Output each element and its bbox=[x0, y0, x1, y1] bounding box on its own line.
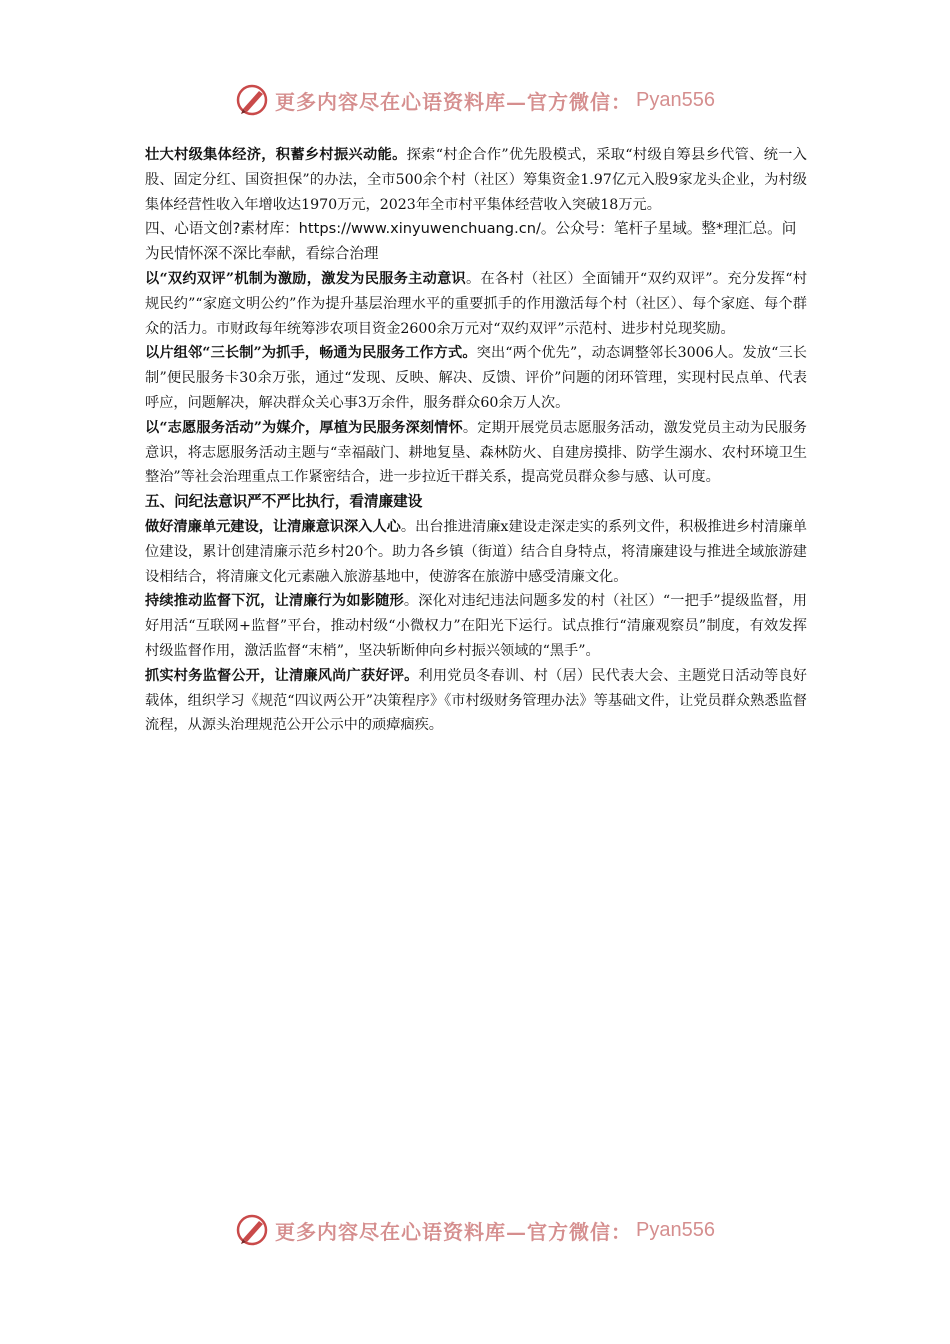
paragraph-body: 。深化对违纪违法问题多发的村（社区）“一把手”提级监督，用好用活“互联网+监督”平台，推动村级“小微权力”在阳光下运行。试点推行“清廉观察员”制度，有效发挥村级监督作用，激活监督“末梢”，坚决斩断伸向乡村振兴领域的“黑手”。 bbox=[145, 593, 807, 659]
paragraph-supervision bbox=[145, 589, 807, 663]
paragraph-lead: 以“双约双评”机制为激励，激发为民服务主动意识 bbox=[145, 270, 467, 287]
paragraph-body: 。出台推进清廉x建设走深走实的系列文件，积极推进乡村清廉单位建设，累计创建清廉示范乡村20个。助力各乡镇（街道）结合自身特点，将清廉建设与推进全域旅游建设相结合，将清廉文化元素融入旅游基地中，使游客在旅游中感受清廉文化。 bbox=[145, 518, 807, 585]
paragraph-lead: 做好清廉单元建设，让清廉意识深入人心 bbox=[145, 518, 401, 535]
pen-logo-icon bbox=[235, 83, 269, 117]
section-heading-5: 五、问纪法意识严不严比执行，看清廉建设 bbox=[145, 493, 423, 511]
paragraph-lead: 壮大村级集体经济，积蓄乡村振兴动能。 bbox=[145, 147, 407, 163]
paragraph-lead: 抓实村务监督公开，让清廉风尚广获好评。 bbox=[145, 667, 419, 684]
paragraph-volunteer bbox=[145, 416, 807, 490]
document-body bbox=[145, 143, 807, 738]
watermark-code: Pyan556 bbox=[636, 88, 715, 111]
paragraph-body: 利用党员冬春训、村（居）民代表大会、主题党日活动等良好载体，组织学习《规范“四议两公开”决策程序》《市村级财务管理办法》等基础文件，让党员群众熟悉监督流程，从源头治理规范公开公示中的顽瘴痼疾。 bbox=[145, 667, 807, 734]
paragraph-collective-economy bbox=[145, 143, 807, 217]
paragraph-body: 。在各村（社区）全面铺开“双约双评”。充分发挥“村规民约”“家庭文明公约”作为提升基层治理水平的重要抓手的作用激活每个村（社区）、每个家庭、每个群众的活力。市财政每年统筹涉农项目资金2600余万元对“双约双评”示范村、进步村兑现奖励。 bbox=[145, 270, 808, 337]
watermark-text: 更多内容尽在心语资料库—官方微信： bbox=[275, 1219, 633, 1244]
paragraph-clean-unit bbox=[145, 515, 807, 589]
header-watermark bbox=[0, 78, 950, 122]
paragraph-lead: 以“志愿服务活动”为媒介，厚植为民服务深刻情怀 bbox=[145, 419, 463, 436]
footer-watermark bbox=[0, 1208, 950, 1252]
paragraph-lead: 持续推动监督下沉，让清廉行为如影随形 bbox=[145, 593, 404, 610]
paragraph-village-affairs bbox=[145, 664, 807, 738]
paragraph-body: 探索“村企合作”优先股模式，采取“村级自筹县乡代管、统一入股、固定分红、国资担保”的办法，全市500余个村（社区）筹集资金1.97亿元入股9家龙头企业，为村级集体经营性收入年增收达1970万元，2023年全市村平集体经营收入突破18万元。 bbox=[145, 147, 807, 213]
watermark-code: Pyan556 bbox=[636, 1218, 715, 1241]
paragraph-body: 。定期开展党员志愿服务活动，激发党员主动为民服务意识，将志愿服务活动主题与“幸福敲门、耕地复垦、森林防火、自建房摸排、防学生溺水、农村环境卫生整治”等社会治理重点工作紧密结合，进一步拉近干群关系，提高党员群众参与感、认可度。 bbox=[145, 419, 807, 486]
paragraph-lead: 以片组邻“三长制”为抓手，畅通为民服务工作方式。 bbox=[145, 345, 477, 362]
section-heading-4: 四、心语文创?素材库：https://www.xinyuwenchuang.cn/。公众号：笔杆子星域。整*理汇总。问为民情怀深不深比奉献，看综合治理 bbox=[145, 220, 797, 263]
paragraph-three-heads bbox=[145, 341, 807, 415]
pen-logo-icon bbox=[235, 1213, 269, 1247]
watermark-text: 更多内容尽在心语资料库—官方微信： bbox=[275, 89, 633, 114]
paragraph-body: 突出“两个优先”，动态调整邻长3006人。发放“三长制”便民服务卡30余万张，通过“发现、反映、解决、反馈、评价”问题的闭环管理，实现村民点单、代表呼应，问题解决，解决群众关心事3万余件，服务群众60余万人次。 bbox=[145, 345, 807, 411]
paragraph-double-agreement bbox=[145, 267, 807, 341]
